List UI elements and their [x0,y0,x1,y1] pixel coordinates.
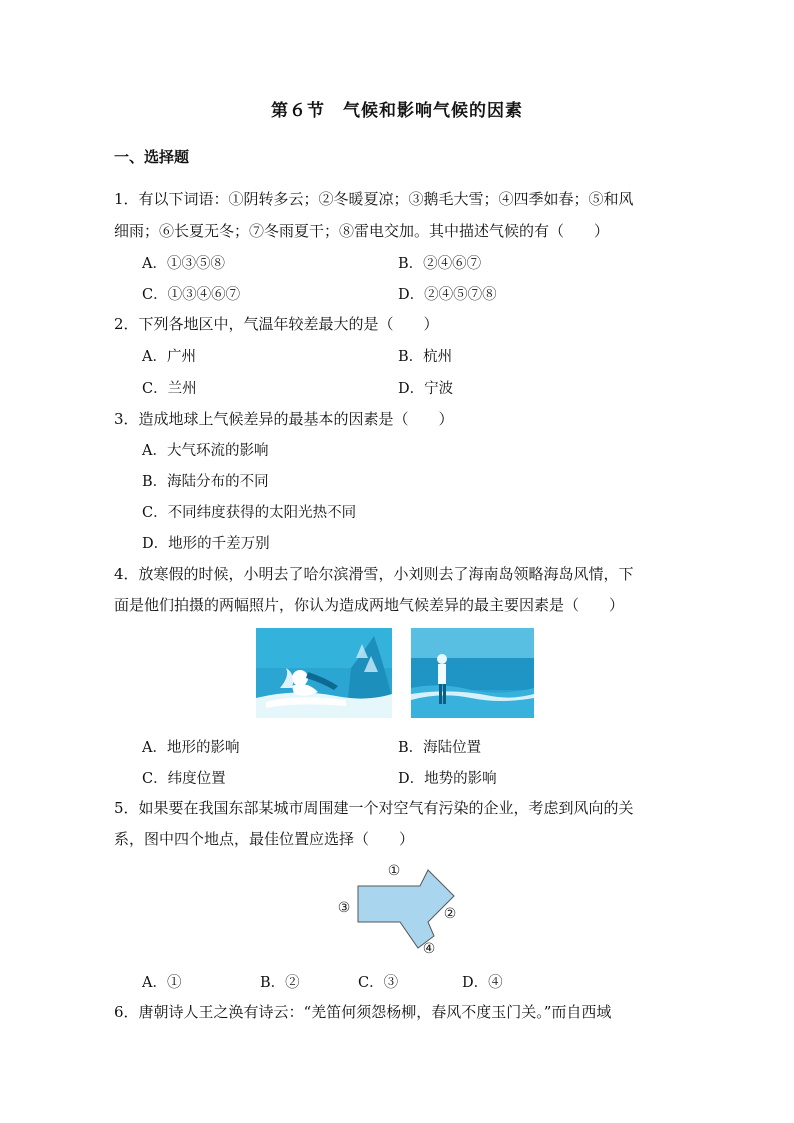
question-4-option-b[interactable]: B．海陆位置 [398,740,482,756]
question-2-option-a[interactable]: A．广州 [142,349,196,365]
question-1-option-c[interactable]: C．①③④⑥⑦ [142,287,241,303]
question-2-option-d[interactable]: D．宁波 [398,381,454,397]
question-4-line-2: 面是他们拍摄的两幅照片，你认为造成两地气候差异的最主要因素是（ ） [114,596,625,614]
section-heading: 一、选择题 [114,148,190,166]
page-title: 第６节 气候和影响气候的因素 [271,101,523,121]
question-2-option-c[interactable]: C．兰州 [142,381,197,397]
question-4-option-d[interactable]: D．地势的影响 [398,771,497,787]
question-2-option-b[interactable]: B．杭州 [398,349,453,365]
city-area-shape [358,870,454,948]
map-label-2: ② [443,906,457,922]
question-3-line-1: 3．造成地球上气候差异的最基本的因素是（ ） [114,410,454,428]
city-location-diagram [330,856,470,960]
question-3-option-a[interactable]: A．大气环流的影响 [142,443,269,459]
question-5-option-c[interactable]: C．③ [358,975,399,991]
question-3-option-b[interactable]: B．海陆分布的不同 [142,474,269,490]
map-label-3: ③ [337,900,351,916]
question-2-line-1: 2．下列各地区中，气温年较差最大的是（ ） [114,315,439,333]
question-3-option-d[interactable]: D．地形的千差万别 [142,536,270,552]
harbin-skiing-photo [256,628,392,718]
question-1-option-a[interactable]: A．①③⑤⑧ [142,256,225,272]
map-label-1: ① [387,863,401,879]
question-3-option-c[interactable]: C．不同纬度获得的太阳光热不同 [142,505,357,521]
question-5-line-1: 5．如果要在我国东部某城市周围建一个对空气有污染的企业，考虑到风向的关 [114,799,634,817]
question-1-option-b[interactable]: B．②④⑥⑦ [398,256,482,272]
map-label-4: ④ [422,941,436,957]
question-4-line-1: 4．放寒假的时候，小明去了哈尔滨滑雪，小刘则去了海南岛领略海岛风情，下 [114,565,634,583]
question-4-option-c[interactable]: C．纬度位置 [142,771,226,787]
question-6-line-1: 6．唐朝诗人王之涣有诗云：“羌笛何须怨杨柳，春风不度玉门关。”而自西域 [114,1003,612,1021]
question-5-option-d[interactable]: D．④ [462,975,503,991]
question-5-line-2: 系，图中四个地点，最佳位置应选择（ ） [114,830,415,848]
question-1-line-1: 1．有以下词语：①阴转多云；②冬暖夏凉；③鹅毛大雪；④四季如春；⑤和风 [114,190,634,208]
question-5-option-a[interactable]: A．① [142,975,182,991]
question-1-line-2: 细雨；⑥长夏无冬；⑦冬雨夏干；⑧雷电交加。其中描述气候的有（ ） [114,222,610,240]
hainan-beach-photo [411,628,534,718]
question-1-option-d[interactable]: D．②④⑤⑦⑧ [398,287,497,303]
question-4-option-a[interactable]: A．地形的影响 [142,740,240,756]
question-5-option-b[interactable]: B．② [260,975,300,991]
